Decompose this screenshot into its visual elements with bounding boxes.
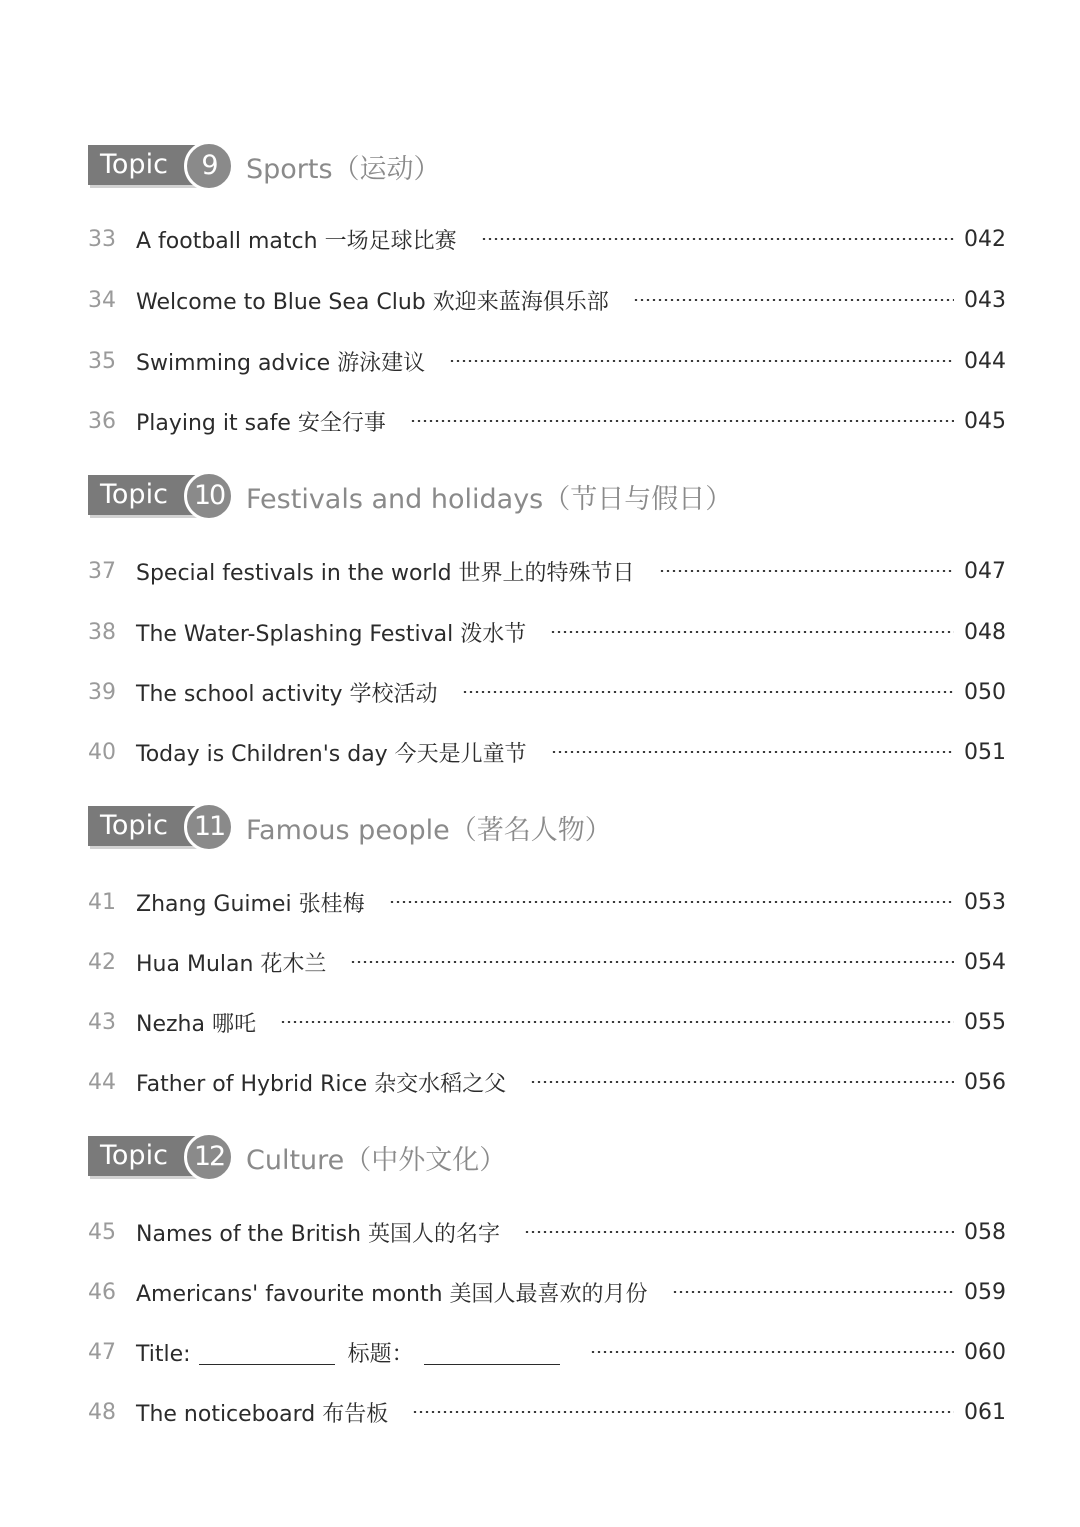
toc-entry[interactable] bbox=[88, 1062, 1006, 1102]
topic-label: Topic bbox=[88, 145, 200, 185]
entry-number: 43 bbox=[88, 1009, 116, 1035]
topic-label: Topic bbox=[88, 1136, 200, 1176]
dot-leader bbox=[633, 299, 954, 301]
title-blank-cn[interactable] bbox=[424, 1340, 560, 1365]
toc-entry[interactable] bbox=[88, 1332, 1006, 1372]
entry-title: A football match 一场足球比赛 bbox=[136, 228, 457, 254]
entry-title: Father of Hybrid Rice 杂交水稻之父 bbox=[136, 1071, 507, 1097]
entry-number: 42 bbox=[88, 949, 116, 975]
dot-leader bbox=[410, 420, 954, 422]
toc-entry[interactable] bbox=[88, 1212, 1006, 1252]
topic-label: Topic bbox=[88, 806, 200, 846]
topic-number: 9 bbox=[184, 141, 234, 191]
entry-number: 47 bbox=[88, 1339, 116, 1365]
dot-leader bbox=[412, 1411, 954, 1413]
toc-entry[interactable] bbox=[88, 1002, 1006, 1042]
entry-number: 39 bbox=[88, 679, 116, 705]
entry-page: 043 bbox=[964, 287, 1006, 313]
topic-badge bbox=[88, 802, 236, 852]
toc-entry[interactable] bbox=[88, 551, 1006, 591]
toc-entry[interactable] bbox=[88, 882, 1006, 922]
entry-page: 056 bbox=[964, 1069, 1006, 1095]
topic-title: Sports（运动） bbox=[246, 153, 441, 185]
toc-entry[interactable] bbox=[88, 942, 1006, 982]
dot-leader bbox=[524, 1231, 954, 1233]
topic-title: Culture（中外文化） bbox=[246, 1144, 507, 1176]
entry-page: 045 bbox=[964, 408, 1006, 434]
entry-page: 059 bbox=[964, 1279, 1006, 1305]
entry-title: Swimming advice 游泳建议 bbox=[136, 350, 426, 376]
dot-leader bbox=[672, 1291, 954, 1293]
topic-heading bbox=[88, 1132, 506, 1182]
entry-number: 37 bbox=[88, 558, 116, 584]
entry-page: 044 bbox=[964, 348, 1006, 374]
entry-title: Americans' favourite month 美国人最喜欢的月份 bbox=[136, 1281, 648, 1307]
entry-page: 050 bbox=[964, 679, 1006, 705]
toc-entry[interactable] bbox=[88, 612, 1006, 652]
entry-title: Zhang Guimei 张桂梅 bbox=[136, 891, 365, 917]
entry-title: Hua Mulan 花木兰 bbox=[136, 951, 327, 977]
entry-number: 33 bbox=[88, 226, 116, 252]
entry-title: Special festivals in the world 世界上的特殊节日 bbox=[136, 560, 635, 586]
entry-page: 054 bbox=[964, 949, 1006, 975]
entry-number: 44 bbox=[88, 1069, 116, 1095]
topic-heading bbox=[88, 802, 612, 852]
dot-leader bbox=[389, 901, 954, 903]
dot-leader bbox=[481, 238, 954, 240]
topic-badge bbox=[88, 141, 236, 191]
entry-title: The noticeboard 布告板 bbox=[136, 1401, 389, 1427]
entry-number: 35 bbox=[88, 348, 116, 374]
entry-title bbox=[136, 1337, 566, 1368]
title-label-cn: 标题： bbox=[347, 1341, 414, 1367]
entry-title: Welcome to Blue Sea Club 欢迎来蓝海俱乐部 bbox=[136, 289, 609, 315]
entry-page: 055 bbox=[964, 1009, 1006, 1035]
topic-number: 12 bbox=[184, 1132, 234, 1182]
entry-page: 053 bbox=[964, 889, 1006, 915]
dot-leader bbox=[280, 1021, 954, 1023]
entry-page: 047 bbox=[964, 558, 1006, 584]
topic-title: Festivals and holidays（节日与假日） bbox=[246, 483, 733, 515]
dot-leader bbox=[551, 751, 954, 753]
entry-page: 060 bbox=[964, 1339, 1006, 1365]
entry-page: 042 bbox=[964, 226, 1006, 252]
entry-page: 061 bbox=[964, 1399, 1006, 1425]
entry-title: Today is Children's day 今天是儿童节 bbox=[136, 741, 527, 767]
topic-title: Famous people（著名人物） bbox=[246, 814, 612, 846]
toc-entry[interactable] bbox=[88, 732, 1006, 772]
entry-number: 36 bbox=[88, 408, 116, 434]
entry-page: 058 bbox=[964, 1219, 1006, 1245]
entry-number: 41 bbox=[88, 889, 116, 915]
title-label-en: Title: bbox=[136, 1341, 191, 1367]
dot-leader bbox=[530, 1081, 954, 1083]
topic-heading bbox=[88, 141, 441, 191]
dot-leader bbox=[659, 570, 954, 572]
entry-title: The school activity 学校活动 bbox=[136, 681, 438, 707]
entry-number: 34 bbox=[88, 287, 116, 313]
entry-number: 38 bbox=[88, 619, 116, 645]
toc-entry[interactable] bbox=[88, 1272, 1006, 1312]
toc-entry[interactable] bbox=[88, 219, 1006, 259]
entry-title: Nezha 哪吒 bbox=[136, 1011, 256, 1037]
topic-number: 11 bbox=[184, 802, 234, 852]
topic-label: Topic bbox=[88, 475, 200, 515]
toc-entry[interactable] bbox=[88, 401, 1006, 441]
topic-badge bbox=[88, 1132, 236, 1182]
dot-leader bbox=[462, 691, 954, 693]
entry-number: 45 bbox=[88, 1219, 116, 1245]
topic-number: 10 bbox=[184, 471, 234, 521]
dot-leader bbox=[590, 1351, 954, 1353]
toc-entry[interactable] bbox=[88, 1392, 1006, 1432]
entry-number: 46 bbox=[88, 1279, 116, 1305]
toc-entry[interactable] bbox=[88, 341, 1006, 381]
entry-title: Playing it safe 安全行事 bbox=[136, 410, 386, 436]
entry-page: 048 bbox=[964, 619, 1006, 645]
toc-entry[interactable] bbox=[88, 672, 1006, 712]
topic-badge bbox=[88, 471, 236, 521]
toc-entry[interactable] bbox=[88, 280, 1006, 320]
topic-heading bbox=[88, 471, 732, 521]
entry-number: 40 bbox=[88, 739, 116, 765]
dot-leader bbox=[449, 360, 954, 362]
title-blank[interactable] bbox=[199, 1340, 335, 1365]
entry-number: 48 bbox=[88, 1399, 116, 1425]
entry-title: Names of the British 英国人的名字 bbox=[136, 1221, 501, 1247]
entry-page: 051 bbox=[964, 739, 1006, 765]
entry-title: The Water-Splashing Festival 泼水节 bbox=[136, 621, 527, 647]
dot-leader bbox=[550, 631, 954, 633]
dot-leader bbox=[350, 961, 954, 963]
